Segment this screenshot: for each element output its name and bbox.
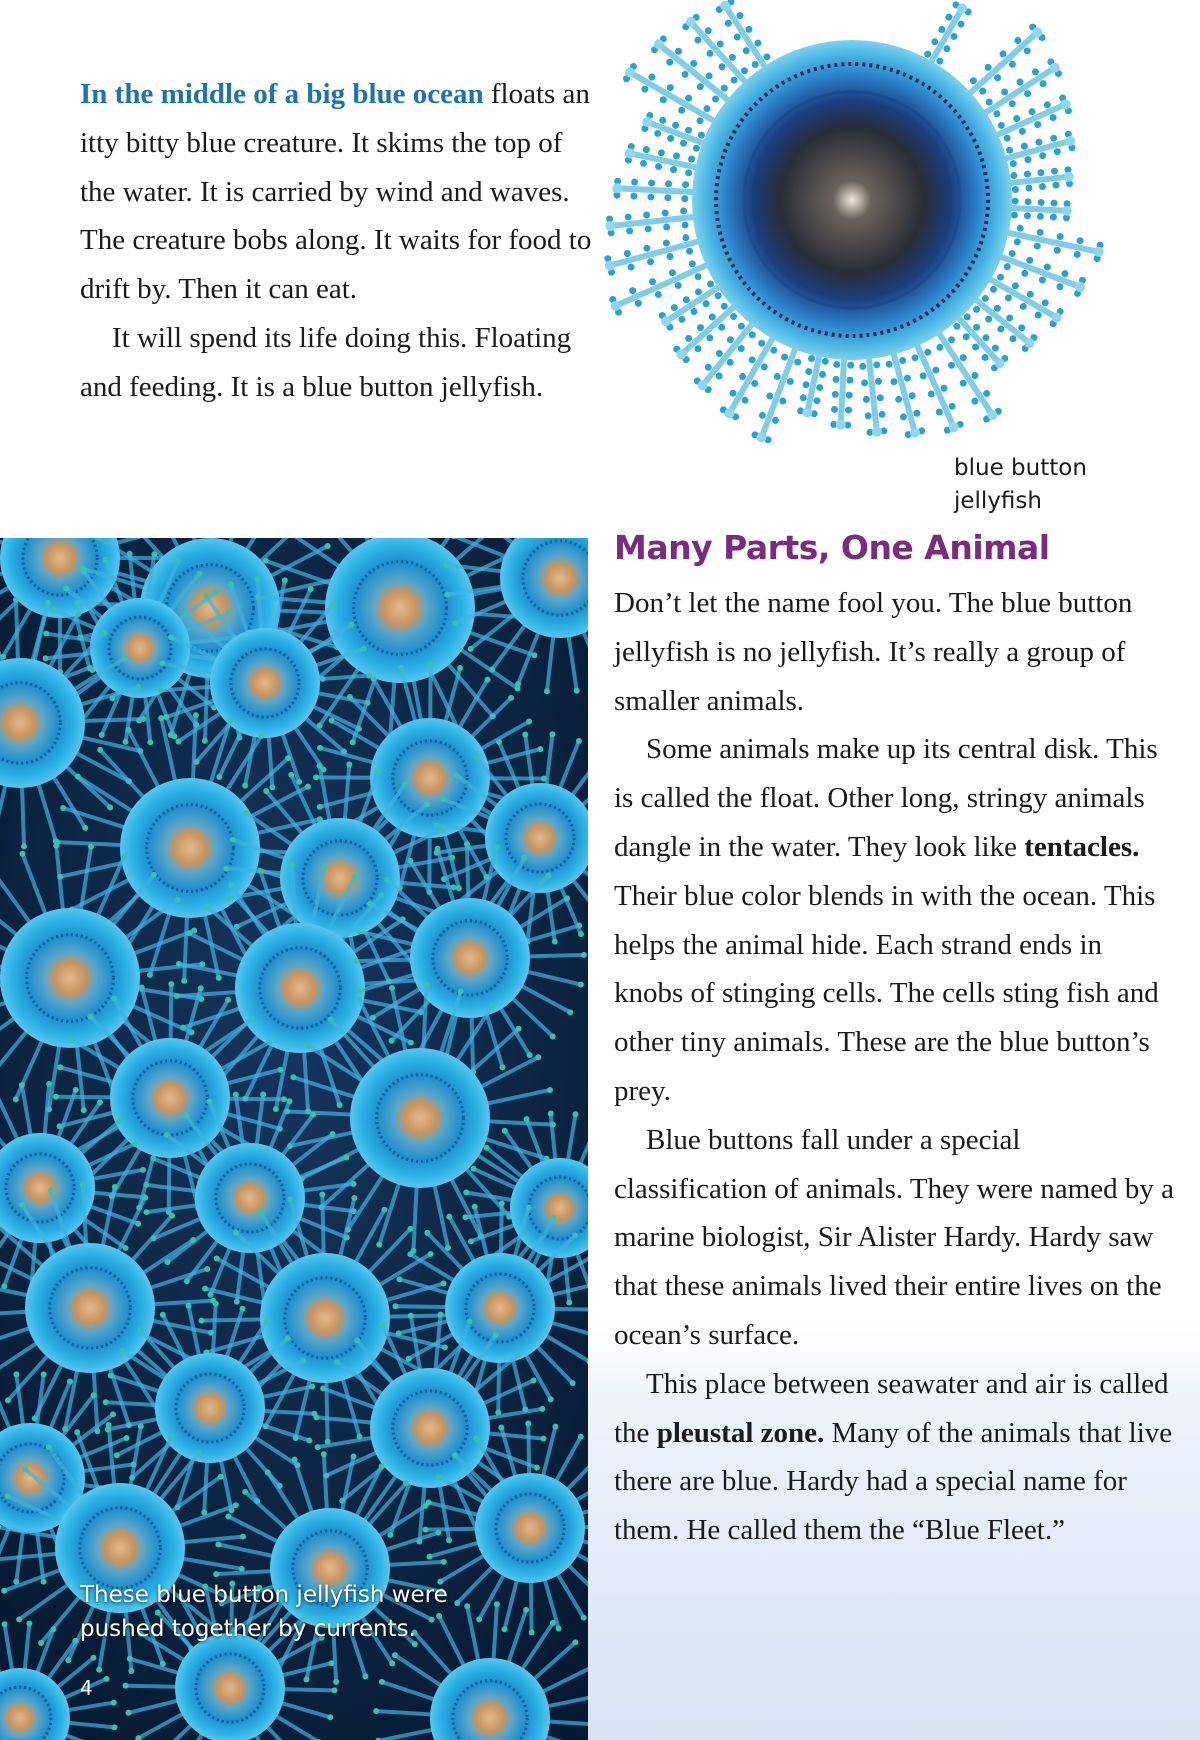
photo-caption-line-2: pushed together by currents.: [80, 1616, 416, 1642]
section-paragraph-1: Don’t let the name fool you. The blue button jellyfish is no jellyfish. It’s really a group of smaller animals.: [614, 587, 1133, 717]
intro-text: [80, 70, 600, 412]
hero-caption-line-1: blue button: [954, 455, 1087, 481]
section-p4-text-a: This place between seawater and air is called the: [614, 1367, 1169, 1449]
section-body: [614, 579, 1174, 1555]
intro-p1-text: floats an itty bitty blue creature. It skims the top of the water. It is carried by wind and waves. The creature bobs along. It waits for food to drift by. Then it can eat.: [80, 78, 592, 306]
section-paragraph-4: [614, 1360, 1174, 1555]
blue-button-jellyfish-image: [596, 0, 1200, 500]
section-paragraph-2: [614, 725, 1174, 1115]
intro-paragraph-1: [80, 70, 600, 314]
term-pleustal-zone: pleustal zone.: [656, 1416, 825, 1449]
hero-caption: [954, 452, 1087, 518]
page-number: 4: [80, 1676, 93, 1700]
section-paragraph-3: Blue buttons fall under a special classification of animals. They were named by a marine biologist, Sir Alister Hardy. Hardy saw that these animals lived their entire lives on the ocean’s surface.: [614, 1123, 1174, 1351]
photo-caption-line-1: These blue button jellyfish were: [80, 1582, 448, 1608]
section-p2-text-a: Some animals make up its central disk. This is called the float. Other long, stringy animals dangle in the water. They look like: [614, 733, 1158, 863]
jellyfish-group-photo: [0, 538, 588, 1740]
photo-caption: [80, 1578, 500, 1646]
intro-lead: In the middle of a big blue ocean: [80, 78, 484, 110]
section-p4-text-b: Many of the animals that live there are blue. Hardy had a special name for them. He called them the “Blue Fleet.”: [614, 1416, 1173, 1547]
term-tentacles: tentacles.: [1024, 830, 1140, 863]
section-p2-text-b: Their blue color blends in with the ocean. This helps the animal hide. Each strand ends in knobs of stinging cells. The cells sting fish and other tiny animals. These are the blue button’s prey.: [614, 879, 1159, 1107]
section-heading: Many Parts, One Animal: [614, 528, 1050, 567]
hero-caption-line-2: jellyfish: [954, 488, 1042, 514]
jellyfish-group-graphic: [0, 538, 588, 1740]
intro-paragraph-2: It will spend its life doing this. Floating and feeding. It is a blue button jellyfish.: [80, 321, 572, 403]
